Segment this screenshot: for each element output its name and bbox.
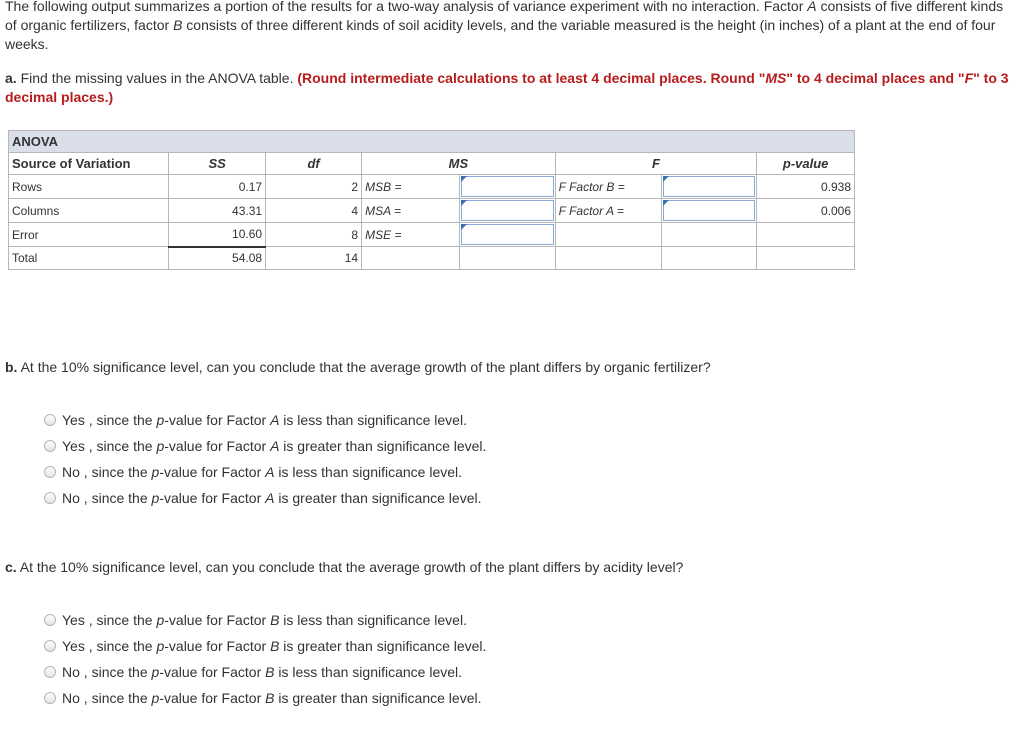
part-c-option-3[interactable]: No , since the p-value for Factor B is less than significance level. [44, 663, 462, 681]
row-source: Rows [9, 175, 169, 199]
part-a-question [5, 69, 1015, 107]
ms-label: MSE = [362, 223, 460, 247]
row-df: 14 [266, 247, 362, 270]
anova-title-row [9, 131, 855, 153]
row-df: 8 [266, 223, 362, 247]
header-ss: SS [169, 153, 266, 175]
radio-button[interactable] [44, 640, 56, 652]
f-label: F Factor A = [555, 199, 661, 223]
table-row [9, 199, 855, 223]
row-source: Columns [9, 199, 169, 223]
header-f: F [555, 153, 757, 175]
empty-cell [661, 223, 756, 247]
anova-header-row [9, 153, 855, 175]
radio-button[interactable] [44, 614, 56, 626]
row-p-value: 0.938 [757, 175, 855, 199]
part-b-option-1[interactable]: Yes , since the p-value for Factor A is less than significance level. [44, 411, 467, 429]
f-factor-a-input-box[interactable] [663, 200, 755, 221]
part-b-option-2[interactable]: Yes , since the p-value for Factor A is greater than significance level. [44, 437, 486, 455]
empty-cell [757, 223, 855, 247]
header-ms: MS [362, 153, 556, 175]
row-ss: 10.60 [169, 223, 266, 247]
part-b-label: b. [5, 359, 18, 375]
empty-cell [460, 247, 555, 270]
mse-input-box[interactable] [461, 224, 553, 245]
intro-text-1: The following output summarizes a portion of the results for a two-way analysis of variance experiment with no interaction. Factor [5, 0, 808, 14]
intro-factor-b: B [173, 17, 183, 33]
intro-factor-a: A [807, 0, 817, 14]
radio-button[interactable] [44, 666, 56, 678]
table-row [9, 223, 855, 247]
row-source: Total [9, 247, 169, 270]
empty-cell [661, 247, 756, 270]
row-ss: 0.17 [169, 175, 266, 199]
part-b-option-4[interactable]: No , since the p-value for Factor A is greater than significance level. [44, 489, 481, 507]
radio-button[interactable] [44, 492, 56, 504]
ms-label: MSA = [362, 199, 460, 223]
ms-label: MSB = [362, 175, 460, 199]
row-ss: 43.31 [169, 199, 266, 223]
part-a-text: Find the missing values in the ANOVA table. [16, 70, 298, 86]
table-row [9, 175, 855, 199]
empty-cell [555, 223, 661, 247]
radio-button[interactable] [44, 440, 56, 452]
part-c-option-2[interactable]: Yes , since the p-value for Factor B is greater than significance level. [44, 637, 486, 655]
part-c-option-4[interactable]: No , since the p-value for Factor B is greater than significance level. [44, 689, 481, 707]
f-label: F Factor B = [555, 175, 661, 199]
msb-input-box[interactable] [461, 176, 553, 197]
f-factor-b-input-box[interactable] [663, 176, 755, 197]
table-row [9, 247, 855, 270]
f-factor-a-input[interactable] [661, 199, 756, 223]
part-b-text: At the 10% significance level, can you conclude that the average growth of the plant differs by organic fertilizer? [17, 359, 711, 375]
row-df: 4 [266, 199, 362, 223]
radio-button[interactable] [44, 414, 56, 426]
msa-input-box[interactable] [461, 200, 553, 221]
part-a-instruction: (Round intermediate calculations to at least 4 decimal places. Round "MS" to 4 decimal places and "F" to 3 decimal places.) [5, 70, 1009, 105]
part-c-label: c. [5, 559, 17, 575]
mse-input[interactable] [460, 223, 555, 247]
radio-button[interactable] [44, 692, 56, 704]
row-df: 2 [266, 175, 362, 199]
intro-text-3: consists of three different kinds of soil acidity levels, and the variable measured is the height (in inches) of a plant at the end of four weeks. [5, 17, 996, 52]
header-p-value: p-value [757, 153, 855, 175]
problem-intro [5, 0, 1015, 54]
empty-cell [362, 247, 460, 270]
part-c-question [5, 558, 683, 577]
row-p-value: 0.006 [757, 199, 855, 223]
f-factor-b-input[interactable] [661, 175, 756, 199]
anova-title: ANOVA [9, 131, 855, 153]
part-b-question [5, 358, 711, 377]
radio-button[interactable] [44, 466, 56, 478]
msb-input[interactable] [460, 175, 555, 199]
empty-cell [757, 247, 855, 270]
header-source: Source of Variation [9, 153, 169, 175]
anova-table [8, 130, 855, 270]
header-df: df [266, 153, 362, 175]
row-ss: 54.08 [169, 247, 266, 270]
row-source: Error [9, 223, 169, 247]
intro-text-2: consists of five different kinds of organic fertilizers, factor [5, 0, 1004, 33]
part-c-text: At the 10% significance level, can you conclude that the average growth of the plant differs by acidity level? [16, 559, 684, 575]
part-c-option-1[interactable]: Yes , since the p-value for Factor B is less than significance level. [44, 611, 467, 629]
part-b-option-3[interactable]: No , since the p-value for Factor A is less than significance level. [44, 463, 462, 481]
empty-cell [555, 247, 661, 270]
msa-input[interactable] [460, 199, 555, 223]
part-a-label: a. [5, 70, 17, 86]
